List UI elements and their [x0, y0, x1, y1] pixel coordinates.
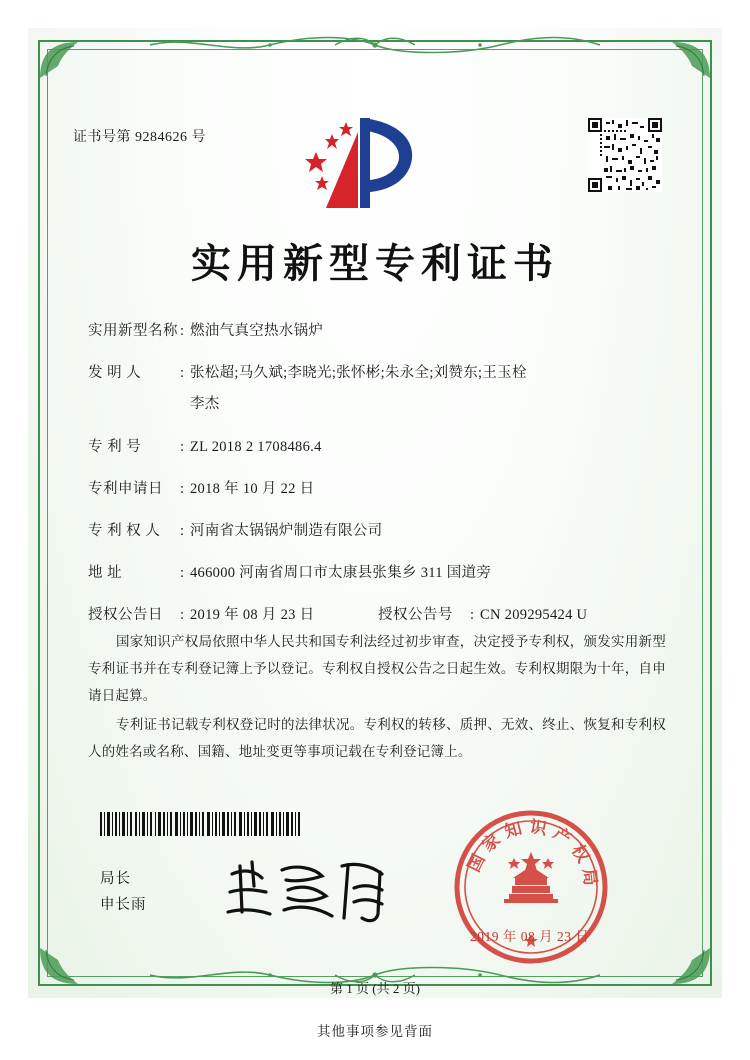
- page-title: 实用新型专利证书: [191, 240, 559, 287]
- label-application-date: 专利申请日: [88, 480, 163, 497]
- body-paragraph-2: 专利证书记载专利权登记时的法律状况。专利权的转移、质押、无效、终止、恢复和专利权人的姓名或名称、国籍、地址变更等事项记载在专利登记簿上。: [88, 717, 666, 759]
- cnipa-logo: [300, 112, 420, 212]
- colon: :: [180, 565, 185, 582]
- certificate-number: 证书号第 9284626 号: [73, 130, 206, 145]
- signer-title: 局长: [100, 871, 131, 887]
- label-spacer: [88, 391, 180, 414]
- colon: :: [180, 607, 185, 624]
- colon: :: [180, 365, 185, 382]
- body-text: [88, 628, 666, 767]
- label-grant-number: 授权公告号: [378, 607, 453, 624]
- signer-name: 申长雨: [100, 897, 147, 914]
- colon: :: [180, 480, 185, 497]
- top-flourish-ornament: [150, 34, 600, 56]
- qr-code: [588, 118, 662, 192]
- handwritten-signature: [222, 856, 397, 926]
- body-paragraph-1: 国家知识产权局依照中华人民共和国专利法经过初步审查，决定授予专利权，颁发实用新型专利证书并在专利登记簿上予以登记。专利权自授权公告之日起生效。专利权期限为十年，自申请日起算。: [88, 634, 666, 703]
- value-address: 466000 河南省周口市太康县张集乡 311 国道旁: [190, 565, 492, 582]
- label-patent-number: 专 利 号: [88, 438, 142, 455]
- label-grant-date: 授权公告日: [88, 607, 163, 624]
- field-grant-row: [88, 604, 668, 627]
- value-patent-number: ZL 2018 2 1708486.4: [190, 438, 322, 455]
- colon: :: [470, 607, 475, 624]
- field-patent-number: [88, 436, 668, 459]
- barcode: [100, 812, 300, 836]
- svg-text:国家知识产权局: 国家知识产权局: [464, 817, 601, 893]
- colon: :: [180, 438, 185, 455]
- label-utility-model-name: 实用新型名称: [88, 323, 178, 339]
- seal-date: 2019 年 08 月 23 日: [470, 929, 590, 944]
- field-grant-number: [378, 604, 668, 627]
- value-grant-number: CN 209295424 U: [480, 607, 588, 624]
- value-application-date: 2018 年 10 月 22 日: [190, 480, 315, 497]
- field-inventors-continued: [88, 391, 668, 416]
- colon: :: [180, 323, 185, 339]
- colon-spacer: [180, 391, 190, 414]
- value-grant-date: 2019 年 08 月 23 日: [190, 607, 315, 624]
- colon: :: [180, 522, 185, 539]
- field-utility-model-name: [88, 320, 668, 343]
- field-patentee: [88, 520, 668, 543]
- field-grant-date: [88, 604, 378, 627]
- value-patentee: 河南省太锅锅炉制造有限公司: [190, 522, 383, 539]
- footer-note: 其他事项参见背面: [317, 1024, 433, 1039]
- field-inventors: [88, 362, 668, 385]
- value-inventors: 张松超;马久斌;李晓光;张怀彬;朱永全;刘赞东;王玉栓: [190, 365, 527, 382]
- value-inventors-line2: 李杰: [190, 396, 220, 413]
- field-application-date: [88, 478, 668, 501]
- field-address: [88, 562, 668, 585]
- signer-block: [100, 866, 147, 918]
- page-indicator: 第 1 页 (共 2 页): [330, 981, 420, 996]
- label-address: 地 址: [88, 565, 123, 582]
- label-patentee: 专 利 权 人: [88, 522, 161, 539]
- label-inventors: 发 明 人: [88, 365, 142, 382]
- value-utility-model-name: 燃油气真空热水锅炉: [190, 323, 324, 339]
- certificate-fields: [88, 320, 668, 647]
